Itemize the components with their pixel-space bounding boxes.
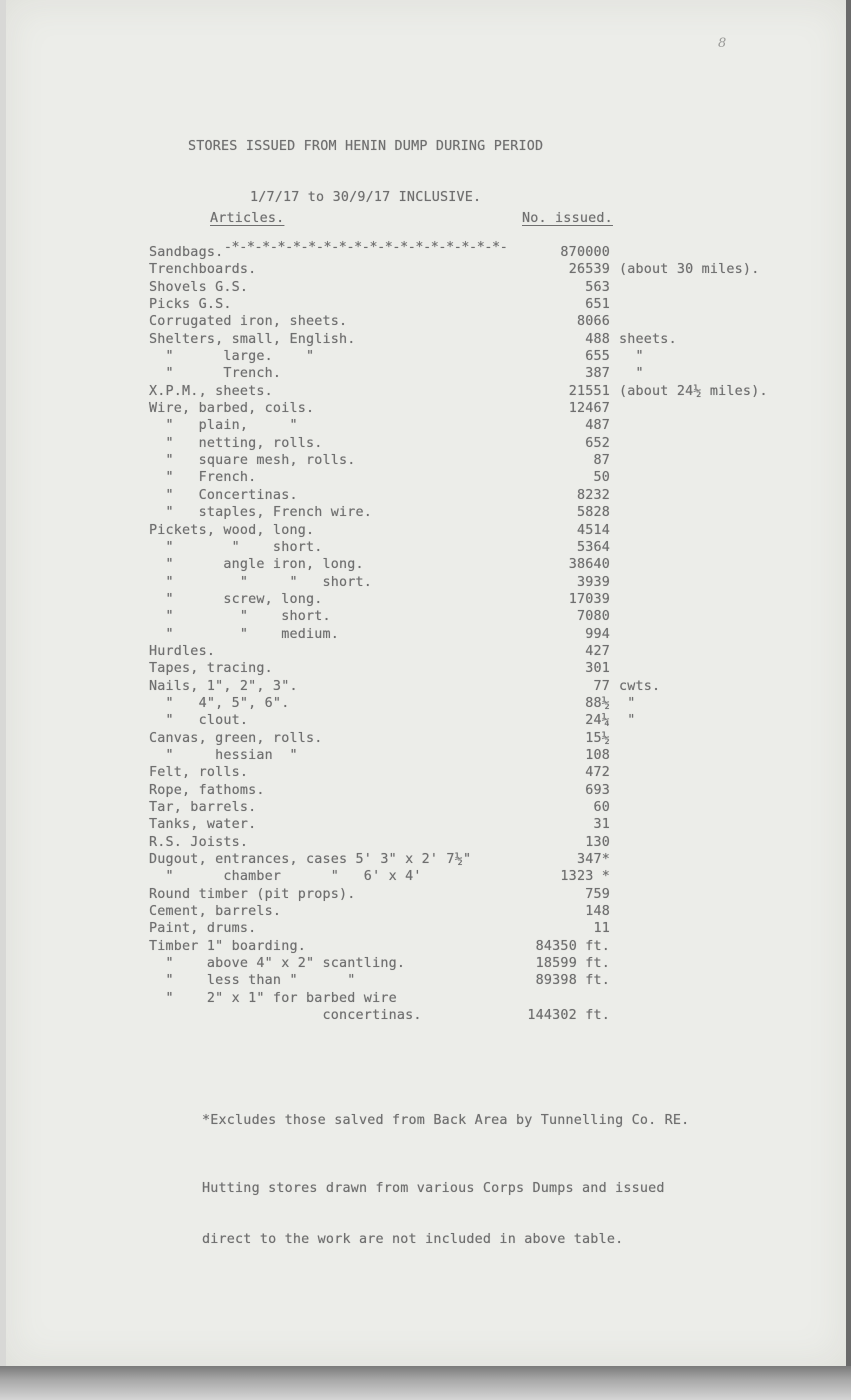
table-row bbox=[6, 609, 846, 626]
article-name: " screw, long. bbox=[149, 591, 323, 607]
quantity-issued: 108 bbox=[585, 747, 610, 763]
row-note: " bbox=[619, 695, 636, 711]
article-name: Trenchboards. bbox=[149, 262, 257, 278]
quantity-issued: 1323 * bbox=[560, 869, 610, 885]
article-name: " square mesh, rolls. bbox=[149, 453, 356, 469]
article-name: Picks G.S. bbox=[149, 297, 232, 313]
quantity-issued: 8066 bbox=[576, 314, 610, 330]
quantity-issued: 652 bbox=[585, 435, 610, 451]
table-row bbox=[6, 245, 846, 262]
quantity-issued: 87 bbox=[593, 453, 610, 469]
quantity-issued: 8232 bbox=[576, 487, 610, 503]
article-name: Round timber (pit props). bbox=[149, 886, 356, 902]
article-name: " angle iron, long. bbox=[149, 557, 364, 573]
table-row bbox=[6, 713, 846, 730]
article-name: Rope, fathoms. bbox=[149, 782, 265, 798]
table-row bbox=[6, 991, 846, 1008]
row-note: (about 24½ miles). bbox=[619, 383, 768, 399]
article-name: " netting, rolls. bbox=[149, 435, 323, 451]
quantity-issued: 427 bbox=[585, 643, 610, 659]
quantity-issued: 84350 ft. bbox=[535, 938, 610, 954]
quantity-issued: 77 bbox=[593, 678, 610, 694]
article-name: Corrugated iron, sheets. bbox=[149, 314, 348, 330]
column-header-issued: No. issued. bbox=[522, 211, 613, 226]
article-name: " chamber " 6' x 4' bbox=[149, 869, 422, 885]
quantity-issued: 693 bbox=[585, 782, 610, 798]
table-row bbox=[6, 783, 846, 800]
quantity-issued: 60 bbox=[593, 800, 610, 815]
article-name: " large. " bbox=[149, 349, 315, 365]
quantity-issued: 50 bbox=[593, 470, 610, 486]
quantity-issued: 148 bbox=[585, 904, 610, 920]
table-row bbox=[6, 436, 846, 453]
quantity-issued: 5828 bbox=[576, 505, 610, 521]
title-line-1: STORES ISSUED FROM HENIN DUMP DURING PERIOD bbox=[188, 139, 544, 154]
table-row bbox=[6, 557, 846, 574]
table-row bbox=[6, 349, 846, 366]
row-note: sheets. bbox=[619, 331, 677, 347]
quantity-issued: 26539 bbox=[568, 262, 610, 278]
article-name: " Trench. bbox=[149, 366, 282, 382]
article-name: Tar, barrels. bbox=[149, 800, 257, 815]
table-row bbox=[6, 401, 846, 418]
table-row bbox=[6, 956, 846, 973]
table-row bbox=[6, 696, 846, 713]
table-row bbox=[6, 592, 846, 609]
footnote-hutting-line-2: direct to the work are not included in above table. bbox=[202, 1232, 624, 1247]
article-name: Timber 1" boarding. bbox=[149, 938, 306, 954]
quantity-issued: 301 bbox=[585, 661, 610, 677]
article-name: " " " short. bbox=[149, 574, 373, 590]
table-row bbox=[6, 384, 846, 401]
table-row bbox=[6, 852, 846, 869]
quantity-issued: 130 bbox=[585, 834, 610, 850]
article-name: " plain, " bbox=[149, 418, 298, 434]
table-row bbox=[6, 904, 846, 921]
title-divider: -*-*-*-*-*-*-*-*-*-*-*-*-*-*-*-*-*-*- bbox=[223, 240, 508, 255]
quantity-issued: 11 bbox=[593, 921, 610, 937]
footnote-hutting-line-1: Hutting stores drawn from various Corps Dumps and issued bbox=[202, 1181, 665, 1196]
table-row bbox=[6, 765, 846, 782]
quantity-issued: 21551 bbox=[568, 383, 610, 399]
table-row bbox=[6, 523, 846, 540]
table-row bbox=[6, 661, 846, 678]
table-row bbox=[6, 575, 846, 592]
quantity-issued: 759 bbox=[585, 886, 610, 902]
article-name: " 2" x 1" for barbed wire bbox=[149, 990, 397, 1006]
table-row bbox=[6, 314, 846, 331]
article-name: Felt, rolls. bbox=[149, 765, 249, 781]
column-header-articles: Articles. bbox=[210, 211, 285, 226]
article-name: " 4", 5", 6". bbox=[149, 695, 290, 711]
article-name: Canvas, green, rolls. bbox=[149, 730, 323, 746]
table-row bbox=[6, 280, 846, 297]
table-row bbox=[6, 505, 846, 522]
table-row bbox=[6, 540, 846, 557]
article-name: R.S. Joists. bbox=[149, 834, 249, 850]
footnotes bbox=[202, 1078, 689, 1282]
article-name: " " short. bbox=[149, 609, 331, 625]
table-row bbox=[6, 973, 846, 990]
article-name: Tapes, tracing. bbox=[149, 661, 273, 677]
article-name: Nails, 1", 2", 3". bbox=[149, 678, 298, 694]
quantity-issued: 487 bbox=[585, 418, 610, 434]
article-name: Pickets, wood, long. bbox=[149, 522, 315, 538]
table-row bbox=[6, 835, 846, 852]
stores-table bbox=[6, 245, 846, 1025]
footnote-excludes: *Excludes those salved from Back Area by Tunnelling Co. RE. bbox=[202, 1113, 690, 1128]
article-name: " Concertinas. bbox=[149, 487, 298, 503]
table-row bbox=[6, 297, 846, 314]
quantity-issued: 144302 ft. bbox=[527, 1008, 610, 1024]
row-note: cwts. bbox=[619, 678, 661, 694]
article-name: Dugout, entrances, cases 5' 3" x 2' 7½" bbox=[149, 852, 472, 868]
quantity-issued: 655 bbox=[585, 349, 610, 365]
document-page bbox=[6, 0, 846, 1366]
row-note: (about 30 miles). bbox=[619, 262, 760, 278]
quantity-issued: 38640 bbox=[568, 557, 610, 573]
table-row bbox=[6, 817, 846, 834]
table-row bbox=[6, 800, 846, 817]
table-row bbox=[6, 262, 846, 279]
quantity-issued: 15½ bbox=[585, 730, 610, 746]
quantity-issued: 472 bbox=[585, 765, 610, 781]
article-name: " above 4" x 2" scantling. bbox=[149, 956, 406, 972]
quantity-issued: 3939 bbox=[576, 574, 610, 590]
quantity-issued: 870000 bbox=[560, 245, 610, 260]
table-row bbox=[6, 627, 846, 644]
table-row bbox=[6, 887, 846, 904]
quantity-issued: 488 bbox=[585, 331, 610, 347]
article-name: " less than " " bbox=[149, 973, 356, 989]
table-row bbox=[6, 921, 846, 938]
article-name: " " medium. bbox=[149, 626, 340, 642]
table-row bbox=[6, 644, 846, 661]
quantity-issued: 563 bbox=[585, 279, 610, 295]
table-row bbox=[6, 332, 846, 349]
article-name: Hurdles. bbox=[149, 643, 216, 659]
row-note: " bbox=[619, 349, 644, 365]
article-name: Sandbags. bbox=[149, 245, 224, 260]
article-name: Wire, barbed, coils. bbox=[149, 401, 315, 417]
article-name: " clout. bbox=[149, 713, 249, 729]
quantity-issued: 387 bbox=[585, 366, 610, 382]
quantity-issued: 17039 bbox=[568, 591, 610, 607]
table-row bbox=[6, 366, 846, 383]
table-row bbox=[6, 869, 846, 886]
table-row bbox=[6, 939, 846, 956]
quantity-issued: 5364 bbox=[576, 539, 610, 555]
scan-edge-right bbox=[846, 0, 851, 1366]
article-name: X.P.M., sheets. bbox=[149, 383, 273, 399]
table-row bbox=[6, 748, 846, 765]
article-name: " French. bbox=[149, 470, 257, 486]
table-row bbox=[6, 1008, 846, 1025]
article-name: Cement, barrels. bbox=[149, 904, 282, 920]
quantity-issued: 4514 bbox=[576, 522, 610, 538]
article-name: Shelters, small, English. bbox=[149, 331, 356, 347]
article-name: Tanks, water. bbox=[149, 817, 257, 833]
quantity-issued: 24¼ bbox=[585, 713, 610, 729]
quantity-issued: 347* bbox=[576, 852, 610, 868]
article-name: Paint, drums. bbox=[149, 921, 257, 937]
quantity-issued: 7080 bbox=[576, 609, 610, 625]
article-name: " " short. bbox=[149, 539, 323, 555]
table-row bbox=[6, 679, 846, 696]
scan-edge-bottom bbox=[0, 1366, 851, 1400]
quantity-issued: 31 bbox=[593, 817, 610, 833]
table-row bbox=[6, 470, 846, 487]
table-row bbox=[6, 418, 846, 435]
title-line-2: 1/7/17 to 30/9/17 INCLUSIVE. bbox=[249, 190, 482, 205]
quantity-issued: 12467 bbox=[568, 401, 610, 417]
quantity-issued: 18599 ft. bbox=[535, 956, 610, 972]
quantity-issued: 994 bbox=[585, 626, 610, 642]
quantity-issued: 89398 ft. bbox=[535, 973, 610, 989]
table-row bbox=[6, 453, 846, 470]
quantity-issued: 88½ bbox=[585, 695, 610, 711]
pencil-page-number: 8 bbox=[718, 36, 727, 51]
article-name: " staples, French wire. bbox=[149, 505, 373, 521]
row-note: " bbox=[619, 713, 636, 729]
table-row bbox=[6, 731, 846, 748]
row-note: " bbox=[619, 366, 644, 382]
article-name: " hessian " bbox=[149, 747, 298, 763]
table-row bbox=[6, 488, 846, 505]
article-name: concertinas. bbox=[149, 1008, 422, 1024]
article-name: Shovels G.S. bbox=[149, 279, 249, 295]
quantity-issued: 651 bbox=[585, 297, 610, 313]
